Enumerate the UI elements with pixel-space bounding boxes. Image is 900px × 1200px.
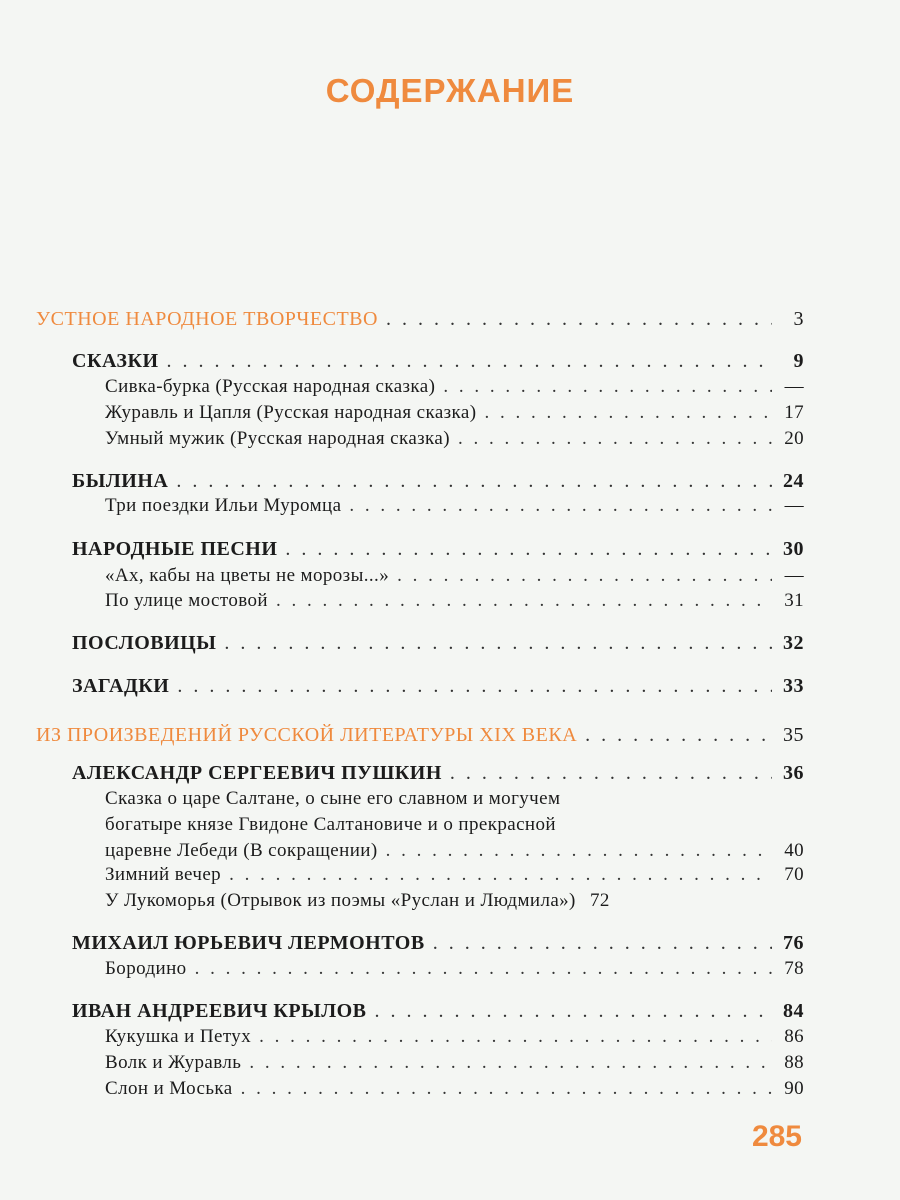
toc-entry-label: БЫЛИНА: [72, 470, 169, 492]
page-title: СОДЕРЖАНИЕ: [325, 72, 575, 109]
leader-dots: [397, 565, 772, 587]
toc-part-19th-century: [36, 724, 804, 747]
leader-dots: [458, 428, 772, 450]
leader-dots: [433, 932, 772, 955]
toc-entry-label: Три поездки Ильи Муромца: [105, 495, 342, 516]
leader-dots: [386, 840, 772, 862]
toc-section-skazki: [72, 350, 804, 373]
toc-item-kukushka: [105, 1026, 804, 1048]
toc-entry-label: Слон и Моська: [105, 1078, 233, 1099]
toc-entry-label: СКАЗКИ: [72, 350, 159, 372]
toc-item-lukomorye: [105, 890, 804, 912]
toc-section-krylov: [72, 1000, 804, 1023]
leader-dots: [450, 762, 772, 785]
toc-item-sivka: [105, 376, 804, 398]
toc-item-ulitse: [105, 590, 804, 612]
toc-page-number: 84: [783, 1000, 804, 1022]
toc-entry-label: Умный мужик (Русская народная сказка): [105, 428, 450, 449]
leader-dots: [349, 495, 772, 517]
toc-entry-label: УСТНОЕ НАРОДНОЕ ТВОРЧЕСТВО: [36, 308, 378, 330]
toc-page-number: 17: [784, 402, 804, 423]
toc-page-number: 86: [784, 1026, 804, 1047]
leader-dots: [259, 1026, 772, 1048]
toc-entry-label: Сивка-бурка (Русская народная сказка): [105, 376, 436, 397]
toc-entry-label: Зимний вечер: [105, 864, 222, 885]
leader-dots: [224, 632, 772, 655]
toc-page-number: 3: [793, 308, 804, 330]
toc-section-poslovitsy: [72, 632, 804, 655]
leader-dots: [241, 1078, 772, 1100]
toc-entry-label: Кукушка и Петух: [105, 1026, 252, 1047]
toc-entry-label: ИВАН АНДРЕЕВИЧ КРЫЛОВ: [72, 1000, 367, 1022]
leader-dots: [386, 308, 772, 331]
toc-item-umny: [105, 428, 804, 450]
toc-section-lermontov: [72, 932, 804, 955]
toc-page-number: 36: [783, 762, 804, 784]
toc-item-saltan-line-1: Сказка о царе Салтане, о сыне его славном и могучем: [105, 788, 561, 809]
toc-page-number: 88: [784, 1052, 804, 1073]
toc-item-tri-poezdki: [105, 495, 804, 517]
leader-dots: [167, 350, 772, 373]
leader-dots: [249, 1052, 772, 1074]
leader-dots: [285, 538, 772, 561]
leader-dots: [484, 402, 772, 424]
toc-entry-label: Волк и Журавль: [105, 1052, 242, 1073]
toc-entry-label: ИЗ ПРОИЗВЕДЕНИЙ РУССКОЙ ЛИТЕРАТУРЫ XIX ВЕКА: [36, 724, 578, 746]
toc-section-bylina: [72, 470, 804, 493]
toc-entry-label: МИХАИЛ ЮРЬЕВИЧ ЛЕРМОНТОВ: [72, 932, 425, 954]
toc-page-number: 70: [784, 864, 804, 885]
leader-dots: [177, 675, 772, 698]
toc-entry-label: АЛЕКСАНДР СЕРГЕЕВИЧ ПУШКИН: [72, 762, 442, 784]
toc-page-number: 76: [783, 932, 804, 954]
toc-page-number: —: [784, 565, 804, 586]
toc-page-number: 33: [783, 675, 804, 697]
toc-item-borodino: [105, 958, 804, 980]
toc-page-number: —: [784, 495, 804, 516]
toc-entry-label: По улице мостовой: [105, 590, 268, 611]
leader-dots: [195, 958, 772, 980]
toc-item-akh: [105, 565, 804, 587]
toc-item-zimniy-vecher: [105, 864, 804, 886]
toc-entry-label: У Лукоморья (Отрывок из поэмы «Руслан и Людмила»): [105, 890, 576, 911]
toc-entry-label: царевне Лебеди (В сокращении): [105, 840, 378, 861]
toc-page-number: 78: [784, 958, 804, 979]
leader-dots: [585, 724, 772, 747]
toc-page-number: 30: [783, 538, 804, 560]
toc-page-number: 20: [784, 428, 804, 449]
toc-page-number: 35: [783, 724, 804, 746]
toc-section-zagadki: [72, 675, 804, 698]
toc-page-number: 40: [784, 840, 804, 861]
leader-dots: [375, 1000, 772, 1023]
toc-page-number: 24: [783, 470, 804, 492]
toc-entry-label: ПОСЛОВИЦЫ: [72, 632, 217, 654]
leader-dots: [443, 376, 772, 398]
toc-part-folk: [36, 308, 804, 331]
toc-entry-label: ЗАГАДКИ: [72, 675, 170, 697]
toc-page-number: 31: [784, 590, 804, 611]
toc-item-volk: [105, 1052, 804, 1074]
leader-dots: [276, 590, 772, 612]
toc-entry-label: «Ах, кабы на цветы не морозы...»: [105, 565, 390, 586]
page-folio-number: 285: [751, 1120, 802, 1153]
toc-entry-label: Бородино: [105, 958, 187, 979]
toc-section-pesni: [72, 538, 804, 561]
toc-section-pushkin: [72, 762, 804, 785]
toc-item-slon: [105, 1078, 804, 1100]
toc-page-number: —: [784, 376, 804, 397]
toc-page-number: 9: [793, 350, 804, 372]
toc-page-number: 32: [783, 632, 804, 654]
toc-entry-label: Журавль и Цапля (Русская народная сказка): [105, 402, 477, 423]
toc-item-saltan: [105, 840, 804, 862]
leader-dots: [176, 470, 772, 493]
toc-item-zhuravl: [105, 402, 804, 424]
toc-entry-label: НАРОДНЫЕ ПЕСНИ: [72, 538, 278, 560]
leader-dots: [229, 864, 772, 886]
toc-page-number: 90: [784, 1078, 804, 1099]
toc-page-number: 72: [589, 890, 610, 911]
toc-item-saltan-line-2: богатыре князе Гвидоне Салтановиче и о прекрасной: [105, 814, 556, 835]
